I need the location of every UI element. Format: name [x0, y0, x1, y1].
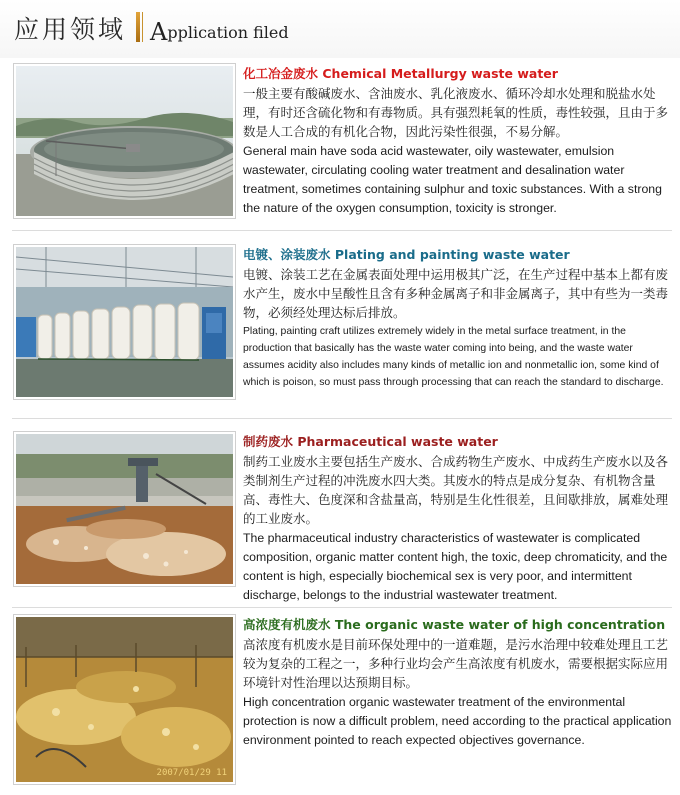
section-title-cn: 制药废水	[243, 434, 294, 449]
section-body-cn: 高浓度有机废水是目前环保处理中的一道难题，是污水治理中较难处理且工艺较为复杂的工程之一，多种行业均会产生高浓度有机废水，需要根据实际应用环境针对性治理以达预期目标。	[243, 637, 669, 690]
section-text	[243, 617, 675, 750]
organic-wastewater-photo	[14, 615, 235, 784]
section-title	[243, 247, 675, 263]
page-title-en	[150, 16, 289, 44]
section-title	[243, 434, 675, 450]
page-title-cn: 应用领域	[14, 15, 127, 44]
page-header	[0, 0, 680, 58]
section-title-en: Plating and painting waste water	[334, 247, 570, 262]
section-title-cn: 高浓度有机废水	[243, 617, 331, 632]
section-body-en: The pharmaceutical industry characteristics of wastewater is complicated composition, organic matter content high, the toxic, deep chromaticity, and the content is high, especially biochemical sex is very poor, and intermittent discharge, belongs to the industrial wastewater treatment.	[243, 531, 668, 602]
section-body-en: High concentration organic wastewater treatment of the environmental protection is now a difficult problem, need according to the practical application environment pointed to reach expected objectives governance.	[243, 695, 672, 747]
section-title	[243, 617, 675, 633]
section-title-cn: 化工冶金废水	[243, 66, 319, 81]
section-divider	[12, 230, 672, 231]
section-body-cn: 一般主要有酸碱废水、含油废水、乳化液废水、循环冷却水处理和脱盐水处理，有时还含硫化物和有毒物质。具有强烈耗氧的性质，毒性较强，且由于多数是人工合成的有机化合物，因此污染性很强，不易分解。	[243, 86, 669, 139]
section-text	[243, 66, 675, 218]
photo-timestamp: 2007/01/29 11	[156, 768, 227, 778]
section-body-cn: 电镀、涂装工艺在金属表面处理中运用极其广泛，在生产过程中基本上都有废水产生，废水中呈酸性且含有多种金属离子和非金属离子，其中有些为一类毒物，必须经处理达标后排放。	[243, 267, 669, 320]
section-text	[243, 434, 675, 605]
chemical-plant-photo	[14, 64, 235, 218]
section-divider	[12, 418, 672, 419]
title-accent-bar	[136, 12, 140, 42]
section-divider	[12, 607, 672, 608]
section-body-cn: 制药工业废水主要包括生产废水、合成药物生产废水、中成药生产废水以及各类制剂生产过程的冲洗废水四大类。其废水的特点是成分复杂、有机物含量高、毒性大、色度深和含盐量高，特别是生化性很差，且间歇排放，属难处理的工业废水。	[243, 454, 669, 526]
plating-tanks-photo	[14, 245, 235, 399]
section-title-en: Pharmaceutical waste water	[297, 434, 498, 449]
section-body-en: Plating, painting craft utilizes extremely widely in the metal surface treatment, in the production that basically has the waste water coming into being, and the waste water assumes acidity also includes many kinds of metallic ion and nonmetallic ion, some kind of which is poison, so must pass through processing that can reach the standard to discharge.	[243, 326, 664, 388]
page-title-en-initial: A	[150, 18, 168, 46]
section-title-cn: 电镀、涂装废水	[243, 247, 331, 262]
section-text	[243, 247, 675, 391]
section-title-en: The organic waste water of high concentration	[334, 617, 666, 632]
section-title	[243, 66, 675, 82]
page-title-en-rest: pplication filed	[167, 23, 289, 42]
section-body-en: General main have soda acid wastewater, oily wastewater, emulsion wastewater, circulating cooling water treatment and desalination water treatment, sometimes containing sulphur and toxic substances. With a strong the nature of the oxygen consumption, toxicity is stronger.	[243, 144, 662, 215]
aeration-tank-photo	[14, 432, 235, 586]
section-title-en: Chemical Metallurgy waste water	[322, 66, 558, 81]
title-accent-line	[142, 12, 143, 42]
